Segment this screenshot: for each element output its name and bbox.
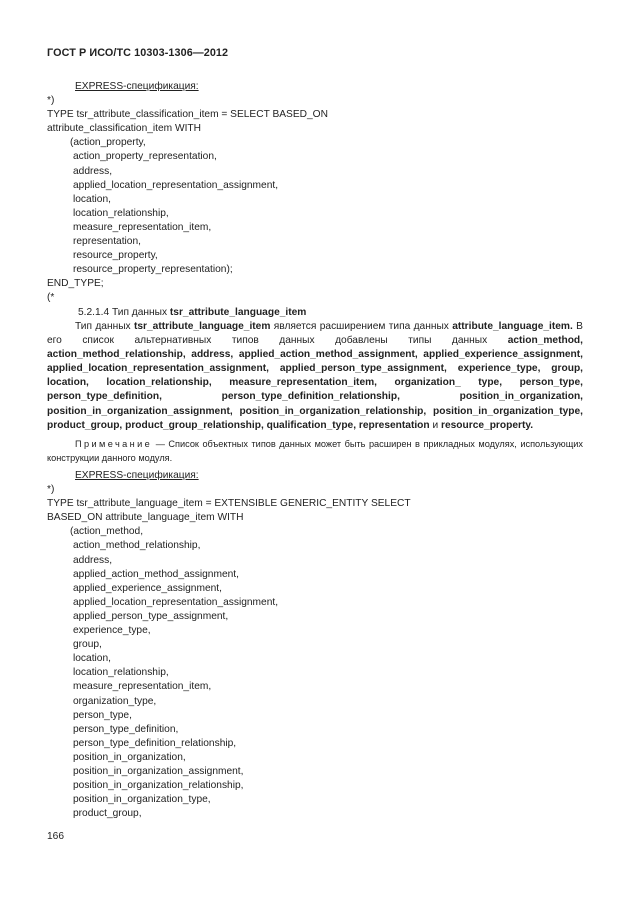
select-item: location, bbox=[73, 193, 111, 205]
select-item: address, bbox=[73, 165, 113, 177]
comment-close: (* bbox=[47, 292, 55, 304]
type-declaration-cont: attribute_classification_item WITH bbox=[47, 123, 201, 135]
express-title bbox=[47, 469, 587, 483]
page-number: 166 bbox=[47, 831, 64, 842]
select-item: applied_person_type_assignment, bbox=[73, 610, 229, 622]
express-title-text: EXPRESS-спецификация: bbox=[75, 81, 199, 92]
select-item: position_in_organization_relationship, bbox=[73, 780, 244, 792]
para-text-4: и bbox=[429, 419, 441, 431]
select-item: group, bbox=[73, 639, 102, 651]
select-item: person_type_definition_relationship, bbox=[73, 737, 237, 749]
section-number: 5.2.1.4 Тип данных bbox=[78, 307, 170, 318]
select-item: applied_location_representation_assignment, bbox=[73, 179, 279, 191]
select-item: product_group, bbox=[73, 808, 142, 820]
select-item: applied_action_method_assignment, bbox=[73, 568, 239, 580]
select-item: measure_representation_item, bbox=[73, 221, 212, 233]
select-item: organization_type, bbox=[73, 695, 157, 707]
express-title-text: EXPRESS-спецификация: bbox=[75, 470, 199, 481]
section-heading bbox=[47, 306, 587, 320]
body-paragraph bbox=[47, 320, 583, 433]
comment-open: *) bbox=[47, 95, 55, 107]
para-bold-3: action_method, action_method_relationship, address, applied_action_method_assignment, applied_experience_assignment, applied_location_representation_assignment, applied_person_type_assignment, experience_type, group, location, location_relationship, measure_representation_item, organization_ type, person_type, person_type_definition, person_type_definition_relationship, position_in_organization, position_in_organization_assignment, position_in_organization_relationship, position_in_organization_type, product_group, product_group_relationship, qualification_type, representation bbox=[47, 335, 583, 431]
select-item: address, bbox=[73, 554, 113, 566]
para-text-1: Тип данных bbox=[75, 321, 134, 332]
para-text-2: является расширением типа данных bbox=[270, 321, 453, 332]
type-declaration-cont: BASED_ON attribute_language_item WITH bbox=[47, 512, 244, 524]
para-bold-2: attribute_language_item. bbox=[452, 321, 573, 332]
para-bold-4: resource_property. bbox=[441, 419, 534, 431]
select-item: position_in_organization, bbox=[73, 751, 186, 763]
select-item: applied_experience_assignment, bbox=[73, 582, 222, 594]
type-declaration: TYPE tsr_attribute_classification_item = SELECT BASED_ON bbox=[47, 109, 328, 121]
type-declaration: TYPE tsr_attribute_language_item = EXTENSIBLE GENERIC_ENTITY SELECT bbox=[47, 498, 411, 510]
select-item: action_method_relationship, bbox=[73, 540, 201, 552]
select-item: applied_location_representation_assignment, bbox=[73, 596, 279, 608]
select-item: representation, bbox=[73, 236, 141, 248]
section-name: tsr_attribute_language_item bbox=[169, 307, 307, 318]
select-item: measure_representation_item, bbox=[73, 681, 212, 693]
express-block-2 bbox=[47, 469, 587, 821]
select-item: experience_type, bbox=[73, 625, 151, 637]
note-label: Примечание bbox=[75, 439, 153, 449]
express-block-1 bbox=[47, 80, 587, 306]
note-text: — Список объектных типов данных может быть расширен в прикладных модулях, использующих конструкции данного модуля. bbox=[47, 439, 583, 463]
select-item: resource_property_representation); bbox=[73, 264, 233, 276]
select-item: location, bbox=[73, 653, 111, 665]
para-text-3: В его список альтернативных типов данных добавлены типы данных bbox=[47, 321, 583, 347]
select-item: location_relationship, bbox=[73, 667, 169, 679]
select-item: resource_property, bbox=[73, 250, 158, 262]
page-header: ГОСТ Р ИСО/ТС 10303-1306—2012 bbox=[47, 47, 229, 59]
select-item: (action_property, bbox=[70, 137, 146, 149]
comment-open: *) bbox=[47, 484, 55, 496]
select-item: location_relationship, bbox=[73, 207, 169, 219]
select-item: person_type_definition, bbox=[73, 723, 179, 735]
end-type: END_TYPE; bbox=[47, 278, 104, 290]
select-item: position_in_organization_assignment, bbox=[73, 765, 244, 777]
select-item: person_type, bbox=[73, 709, 132, 721]
express-title bbox=[47, 80, 587, 94]
select-item: position_in_organization_type, bbox=[73, 794, 211, 806]
select-item: action_property_representation, bbox=[73, 151, 217, 163]
note-paragraph bbox=[47, 438, 583, 465]
select-item: (action_method, bbox=[70, 526, 144, 538]
para-bold-1: tsr_attribute_language_item bbox=[133, 321, 271, 332]
